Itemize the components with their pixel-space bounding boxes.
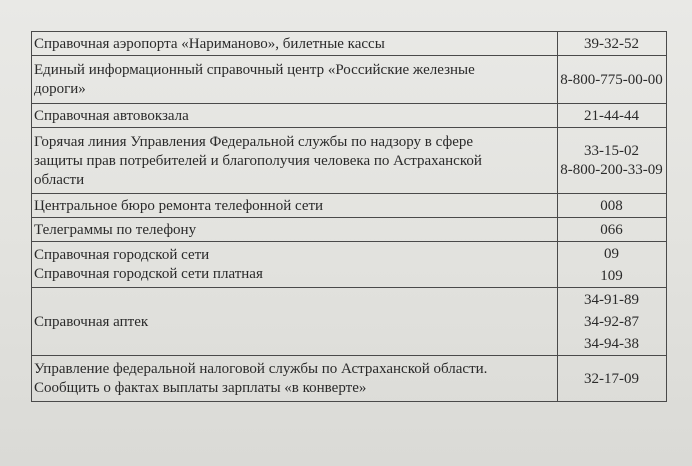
service-name-cell (32, 32, 558, 56)
phone-cell (558, 194, 667, 218)
phone-directory-table (31, 31, 667, 402)
phone-number: 8-800-200-33-09 (560, 162, 663, 178)
service-name: Горячая линия Управления Федеральной службы по надзору в сфере (34, 133, 474, 150)
phone-number: 39-32-52 (584, 35, 639, 52)
service-name-cell (32, 242, 558, 288)
table-row (32, 194, 667, 218)
service-name-cell (32, 194, 558, 218)
table-row (32, 128, 667, 194)
phone-cell (558, 104, 667, 128)
table-row (32, 56, 667, 104)
phone-cell (558, 128, 667, 194)
phone-number: 008 (600, 197, 623, 214)
phone-number: 21-44-44 (584, 107, 639, 124)
service-name-cell (32, 56, 558, 104)
service-name: Сообщить о фактах выплаты зарплаты «в конверте» (34, 380, 367, 396)
phone-cell (558, 356, 667, 402)
service-name: Справочная автовокзала (34, 107, 189, 124)
phone-number: 34-94-38 (584, 336, 639, 352)
service-name: Справочная городской сети (34, 247, 210, 263)
phone-cell (558, 242, 667, 288)
service-name: Справочная аптек (34, 313, 149, 330)
table-row (32, 242, 667, 288)
service-name: дороги» (34, 81, 86, 97)
phone-cell (558, 288, 667, 356)
table-row (32, 32, 667, 56)
service-name-cell (32, 218, 558, 242)
phone-number: 34-92-87 (584, 314, 639, 330)
service-name: Управление федеральной налоговой службы по Астраханской области. (34, 361, 488, 377)
service-name: Центральное бюро ремонта телефонной сети (34, 197, 324, 214)
phone-cell (558, 218, 667, 242)
service-name: Телеграммы по телефону (34, 221, 197, 238)
service-name-cell (32, 356, 558, 402)
service-name: Справочная аэропорта «Нариманово», билетные кассы (34, 35, 385, 52)
phone-number: 34-91-89 (584, 292, 639, 308)
table-row (32, 288, 667, 356)
phone-cell (558, 56, 667, 104)
phone-number: 09 (604, 246, 619, 262)
phone-number: 33-15-02 (584, 143, 639, 159)
service-name: защиты прав потребителей и благополучия человека по Астраханской (34, 152, 482, 169)
table-row (32, 356, 667, 402)
table-row (32, 218, 667, 242)
service-name: Единый информационный справочный центр «Российские железные (34, 62, 475, 78)
phone-number: 066 (600, 221, 623, 238)
service-name: области (34, 171, 85, 188)
table-row (32, 104, 667, 128)
phone-number: 8-800-775-00-00 (560, 71, 663, 88)
service-name-cell (32, 104, 558, 128)
service-name-cell (32, 128, 558, 194)
service-name: Справочная городской сети платная (34, 266, 263, 282)
phone-number: 109 (600, 268, 623, 284)
phone-number: 32-17-09 (584, 370, 639, 387)
phone-cell (558, 32, 667, 56)
service-name-cell (32, 288, 558, 356)
